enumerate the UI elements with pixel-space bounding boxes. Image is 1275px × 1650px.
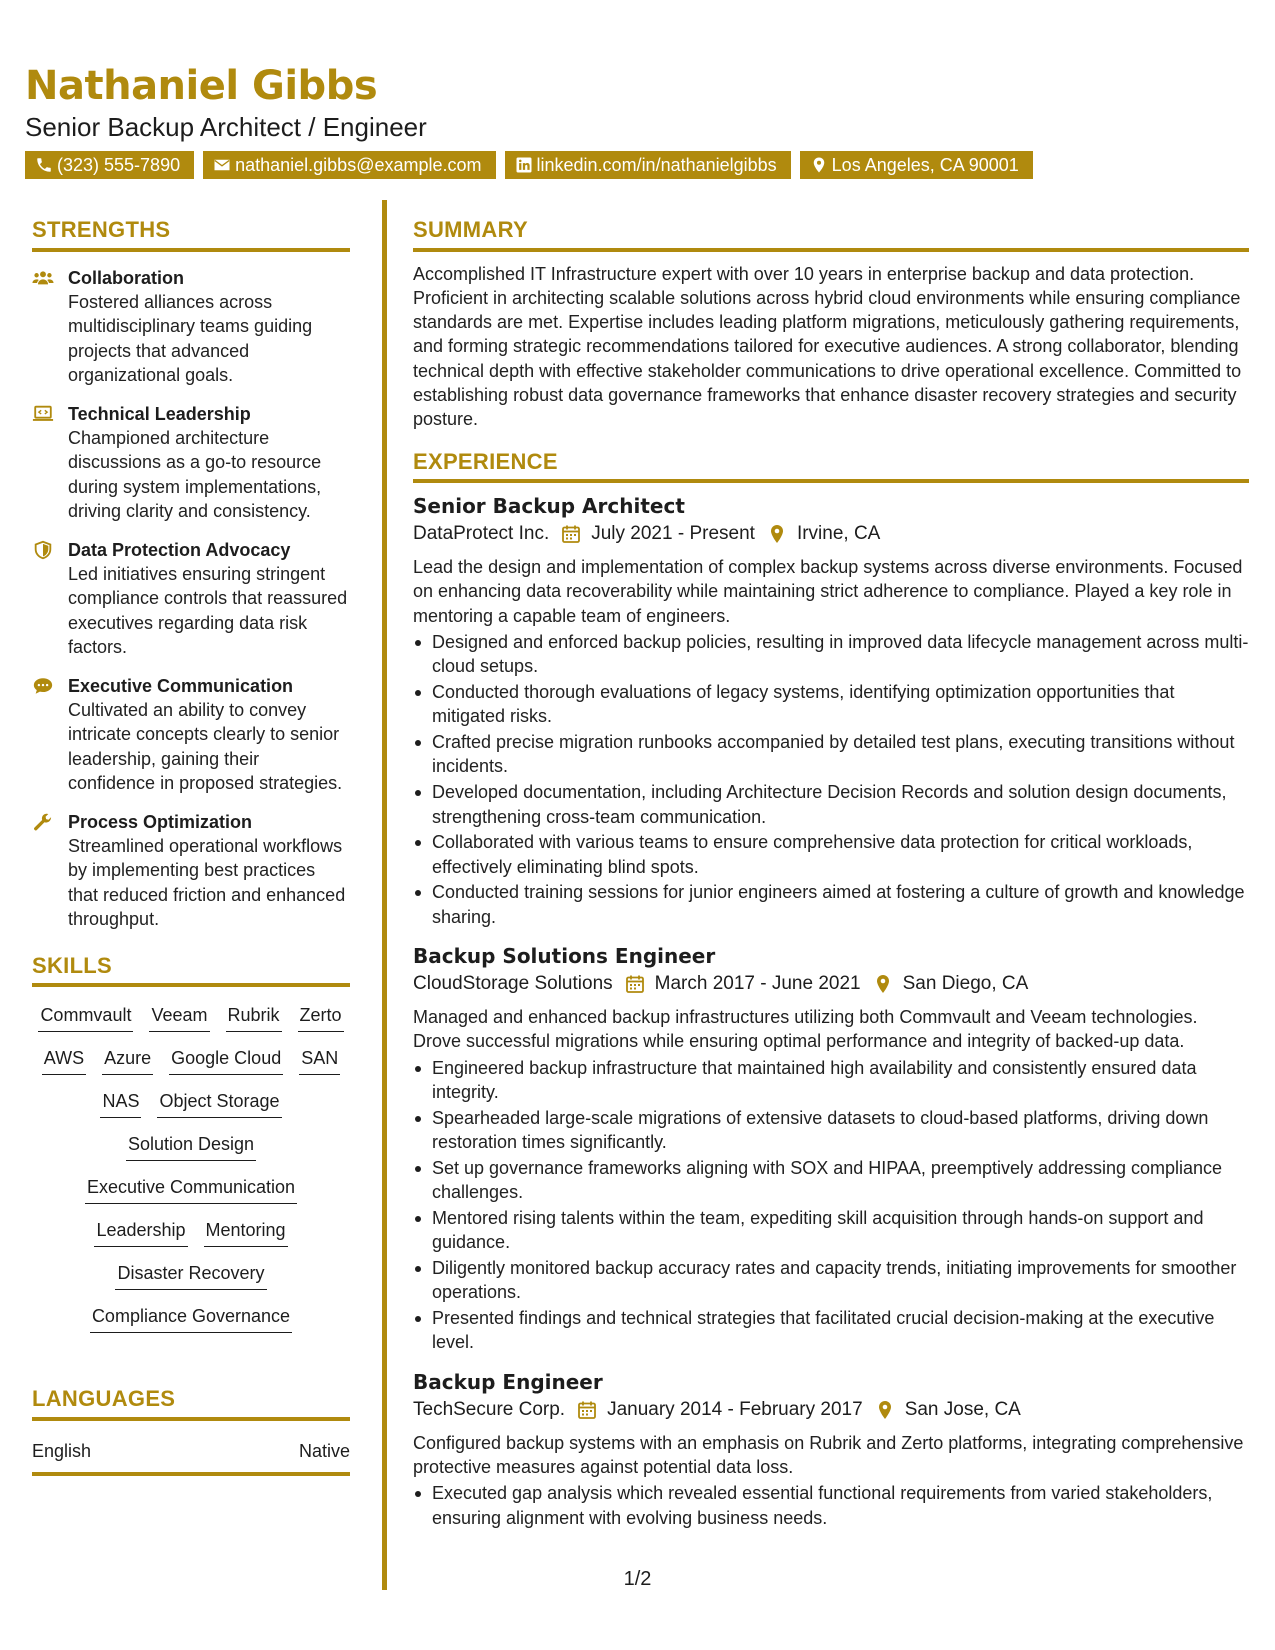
job-title: Backup Engineer <box>413 1369 603 1394</box>
skill-tag: Azure <box>102 1046 153 1075</box>
job-meta <box>413 969 1249 999</box>
skill-tag: Zerto <box>298 1003 344 1032</box>
skill-tag: Mentoring <box>204 1218 288 1247</box>
strength-desc: Cultivated an ability to convey intricate concepts clearly to senior leadership, gaining their confidence in proposed strategies. <box>68 699 343 793</box>
skill-tag: Disaster Recovery <box>115 1261 266 1290</box>
job-title: Backup Solutions Engineer <box>413 944 716 969</box>
job-location: San Jose, CA <box>904 1398 1021 1420</box>
strength-title: Collaboration <box>68 267 184 288</box>
skill-row <box>100 1089 281 1118</box>
strength-title: Data Protection Advocacy <box>68 539 291 560</box>
job-bullets <box>413 1481 1249 1530</box>
candidate-title: Senior Backup Architect / Engineer <box>25 112 427 142</box>
strength-title: Technical Leadership <box>68 403 251 424</box>
phone-icon <box>35 156 53 174</box>
calendar-icon <box>561 524 581 544</box>
job-bullet: Designed and enforced backup policies, resulting in improved data lifecycle management across multi-cloud setups. <box>413 630 1249 679</box>
skill-row <box>42 1046 340 1075</box>
strength-desc: Led initiatives ensuring stringent compliance controls that reassured executives regarding data risk factors. <box>68 563 348 657</box>
job-bullet: Presented findings and technical strategies that facilitated crucial decision-making at the executive level. <box>413 1306 1249 1355</box>
contact-phone-text: (323) 555-7890 <box>57 155 181 176</box>
job-bullets <box>413 630 1249 929</box>
strength-desc: Championed architecture discussions as a go-to resource during system implementations, driving clarity and consistency. <box>68 427 322 521</box>
experience-heading: EXPERIENCE <box>413 448 1249 484</box>
job-description: Lead the design and implementation of complex backup systems across diverse environments. Focused on enhancing data recoverability while maintaining strict adherence to compliance. Played a key role in mentoring a capable team of engineers. <box>413 557 1243 626</box>
skill-tag: NAS <box>100 1089 141 1118</box>
envelope-icon <box>213 156 231 174</box>
calendar-icon <box>577 1400 597 1420</box>
job-bullet: Conducted training sessions for junior engineers aimed at fostering a culture of growth and knowledge sharing. <box>413 880 1249 929</box>
job-company: DataProtect Inc. <box>413 523 550 545</box>
strength-desc: Fostered alliances across multidisciplinary teams guiding projects that advanced organizational goals. <box>68 291 313 385</box>
job-description: Configured backup systems with an emphasis on Rubrik and Zerto platforms, integrating comprehensive protective measures against potential data loss. <box>413 1432 1244 1477</box>
skill-tag: Commvault <box>38 1003 133 1032</box>
job-bullet: Engineered backup infrastructure that maintained high availability and consistently ensured data integrity. <box>413 1056 1249 1105</box>
location-pin-icon <box>810 156 828 174</box>
skill-tag: Leadership <box>94 1218 187 1247</box>
summary-text: Accomplished IT Infrastructure expert with over 10 years in enterprise backup and data protection. Proficient in architecting scalable solutions across hybrid cloud environments while ensuring compliance standards are met. Expertise includes leading platform migrations, meticulously gathering requirements, and forming strategic recommendations tailored for executive audiences. A strong collaborator, blending technical depth with effective stakeholder communications to drive operational excellence. Committed to establishing robust data governance frameworks that enhance disaster recovery strategies and security posture. <box>413 263 1242 430</box>
job-entry <box>413 493 1249 929</box>
skill-row <box>85 1175 297 1204</box>
strength-item <box>32 402 350 524</box>
skill-tag: Solution Design <box>126 1132 256 1161</box>
right-column <box>413 216 1249 1530</box>
job-company: CloudStorage Solutions <box>413 973 613 995</box>
job-dates: March 2017 - June 2021 <box>654 973 861 995</box>
skill-tag: Object Storage <box>157 1089 281 1118</box>
contact-bar <box>25 151 1255 179</box>
job-bullet: Mentored rising talents within the team, expediting skill acquisition through hands-on support and guidance. <box>413 1206 1249 1255</box>
resume-header <box>25 62 1255 179</box>
skill-row <box>38 1003 343 1032</box>
column-divider <box>382 200 387 1590</box>
linkedin-icon <box>515 156 533 174</box>
languages-heading: LANGUAGES <box>32 1385 350 1421</box>
language-name: English <box>32 1440 92 1461</box>
location-pin-icon <box>873 974 893 994</box>
job-bullet: Conducted thorough evaluations of legacy systems, identifying optimization opportunities that mitigated risks. <box>413 680 1249 729</box>
shield-icon <box>32 538 68 660</box>
job-bullet: Diligently monitored backup accuracy rates and capacity trends, initiating improvements for smoother operations. <box>413 1256 1249 1305</box>
experience-section <box>413 448 1249 1530</box>
job-entry <box>413 1369 1249 1530</box>
strength-title: Process Optimization <box>68 811 253 832</box>
skills-heading: SKILLS <box>32 952 350 988</box>
skill-tag: AWS <box>42 1046 86 1075</box>
location-pin-icon <box>767 524 787 544</box>
job-bullet: Developed documentation, including Architecture Decision Records and solution design documents, strengthening cross-team communication. <box>413 780 1249 829</box>
strength-item <box>32 810 350 932</box>
languages-section <box>32 1385 350 1476</box>
skill-tag: Veeam <box>149 1003 209 1032</box>
job-bullet: Set up governance frameworks aligning with SOX and HIPAA, preemptively addressing compliance challenges. <box>413 1156 1249 1205</box>
skill-tag: SAN <box>299 1046 340 1075</box>
skill-tag: Executive Communication <box>85 1175 297 1204</box>
skill-row <box>126 1132 256 1161</box>
skill-row <box>90 1304 292 1333</box>
job-company: TechSecure Corp. <box>413 1398 566 1420</box>
contact-linkedin-text: linkedin.com/in/nathanielgibbs <box>536 155 777 176</box>
job-title: Senior Backup Architect <box>413 494 685 519</box>
strength-item <box>32 266 350 388</box>
strength-item <box>32 674 350 796</box>
job-dates: July 2021 - Present <box>591 523 755 545</box>
left-column <box>32 216 350 1476</box>
contact-email[interactable] <box>203 151 495 179</box>
location-pin-icon <box>875 1400 895 1420</box>
skill-tag: Google Cloud <box>169 1046 283 1075</box>
job-location: Irvine, CA <box>796 523 881 545</box>
job-bullets <box>413 1056 1249 1355</box>
job-bullet: Collaborated with various teams to ensure comprehensive data protection for critical workloads, effectively eliminating blind spots. <box>413 830 1249 879</box>
wrench-icon <box>32 810 68 932</box>
skill-tag: Rubrik <box>226 1003 282 1032</box>
job-meta <box>413 519 1249 549</box>
strengths-heading: STRENGTHS <box>32 216 350 252</box>
contact-email-text: nathaniel.gibbs@example.com <box>235 155 482 176</box>
laptop-code-icon <box>32 402 68 524</box>
language-level: Native <box>298 1440 350 1461</box>
job-bullet: Spearheaded large-scale migrations of extensive datasets to cloud-based platforms, driving down restoration times significantly. <box>413 1106 1249 1155</box>
calendar-icon <box>625 974 645 994</box>
contact-location-text: Los Angeles, CA 90001 <box>831 155 1019 176</box>
contact-linkedin[interactable] <box>505 151 791 179</box>
job-location: San Diego, CA <box>902 973 1029 995</box>
skills-list <box>32 1003 350 1347</box>
summary-heading: SUMMARY <box>413 216 1249 252</box>
chat-bubble-icon <box>32 674 68 796</box>
job-description: Managed and enhanced backup infrastructures utilizing both Commvault and Veeam technologies. Drove successful migrations while ensuring optimal performance and integrity of backed-up data. <box>413 1007 1198 1052</box>
strength-item <box>32 538 350 660</box>
skill-row <box>115 1261 266 1290</box>
strength-desc: Streamlined operational workflows by implementing best practices that reduced friction and enhanced throughput. <box>68 835 346 929</box>
language-item <box>32 1441 350 1476</box>
users-icon <box>32 266 68 388</box>
job-meta <box>413 1395 1249 1425</box>
page-number: 1/2 <box>623 1568 652 1590</box>
contact-phone[interactable] <box>25 151 194 179</box>
skill-row <box>94 1218 287 1247</box>
strength-title: Executive Communication <box>68 675 294 696</box>
skill-tag: Compliance Governance <box>90 1304 292 1333</box>
job-bullet: Executed gap analysis which revealed essential functional requirements from varied stakeholders, ensuring alignment with evolving business needs. <box>413 1481 1249 1530</box>
job-entry <box>413 943 1249 1355</box>
contact-location[interactable] <box>800 151 1033 179</box>
job-dates: January 2014 - February 2017 <box>607 1398 863 1420</box>
candidate-name: Nathaniel Gibbs <box>25 63 378 109</box>
job-bullet: Crafted precise migration runbooks accompanied by detailed test plans, executing transitions without incidents. <box>413 730 1249 779</box>
